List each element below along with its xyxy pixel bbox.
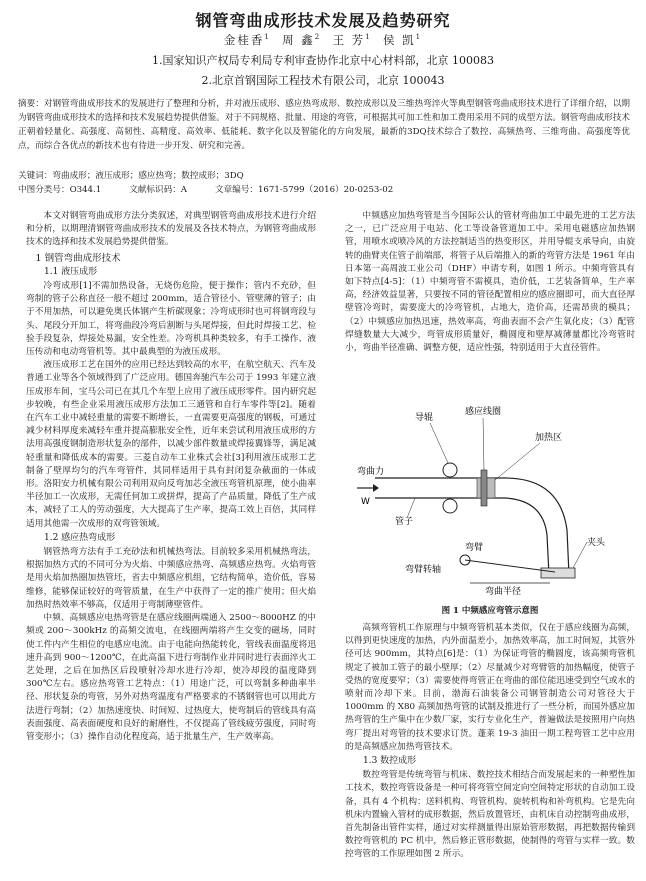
induction-coil: [481, 470, 487, 506]
author-name: 王 芳: [332, 33, 366, 47]
figure-caption: 图 1 中频感应弯管示意图: [441, 606, 539, 616]
label-bend-radius: 弯曲半径: [485, 587, 522, 595]
label-bending-arm: 弯臂: [465, 543, 484, 553]
subsection-heading: 1.1 液压成形: [44, 266, 98, 277]
paragraph: 中频、高频感应电热弯管是在感应线圈两端通入 2500～8000HZ 的中频或 200～300kHz 的高频交流电，在线圈两端将产生交变的磁场，同时使工件内产生相位的电感应电流。由于电能向热能转化，管线表面温度将迅速升高到 900～1200℃，在此高温下进行弯制作业并同时进行表面淬火工艺处理，之后在加热区后段喷射冷却水进行冷却，使冷却段的温度降到 300℃左右。感应热弯管工艺特点：（1）用途广泛，可以弯制多种曲率半径、形状复杂的弯管，另外对热弯温度有严格要求的不锈钢管也可以用此方法进行弯制；（2）加热速度快、时间短、过热度大，使弯制后的管线具有高表面强度、高表面硬度和良好的耐磨性，不仅提高了管线疲劳强度，同时弯管变形小；（3）操作自动化程度高，适于批量生产，生产效率高。: [26, 613, 316, 742]
pipe-bend-outer: [505, 478, 569, 575]
left-column: [26, 210, 316, 744]
label-induction-coil: 感应线圈: [465, 407, 502, 417]
figure-1: [355, 400, 625, 595]
document-code: 文献标识码：A: [129, 185, 187, 195]
label-bending-force: 弯曲力: [357, 467, 385, 477]
subsection-heading: 1.2 感应热弯成形: [44, 532, 116, 543]
label-heating-zone: 加热区: [535, 433, 563, 443]
label-guide-roller: 导辊: [415, 413, 434, 423]
paragraph: 本文对钢管弯曲成形方法分类叙述，对典型钢管弯曲成形技术进行介绍和分析，以期理清钢管弯曲成形技术的发展及各技术特点，为钢管弯曲成形技术的选择和技术发展趋势提供借鉴。: [26, 211, 316, 248]
paragraph: 冷弯成形[1]不需加热设备，无烧伤危险，便于操作；管内不充砂，但弯制的管子公称直径一般不超过 200mm，适合管径小、管壁薄的管子；由于不用加热，可以避免奥氏体钢产生析碳现象；冷弯成形时也可将钢弯段与头、尾段分开加工，将弯曲段冷弯后割断与头尾焊接，但此时焊接工艺、检验手段复杂，焊接处易漏，安全性差。冷弯机具种类较多，有手工操作、液压传动和电动弯管机等。其中最典型的为液压成形。: [26, 281, 316, 358]
right-column-bottom: [345, 622, 635, 862]
paragraph: 钢管热弯方法有手工充砂法和机械热弯法。目前较多采用机械热弯法，根据加热方式的不同可分为火焰、中频感应热弯、高频感应热弯。火焰弯管是用火焰加热圈加热管坯，省去中频感应机组，它结构简单，造价低，容易维修，能够保证较好的弯管质量，在生产中获得了一定的推广使用；但火焰加热时热效率不够高，仅适用于弯制薄壁管件。: [26, 547, 316, 610]
article-meta: [18, 183, 630, 195]
affiliation-1: 1.国家知识产权局专利局专利审查协作北京中心材料部，北京 100083: [152, 54, 494, 67]
keywords: 关键词：弯曲成形；液压成形；感应热弯；数控成形；3DQ: [18, 171, 244, 181]
paragraph: 高频弯管机工作原理与中频弯管机基本类似，仅在于感应线圈为高频，以得到更快速度的加热，内外面温差小，加热效率高，加工时间短，其管外径可达 900mm，其特点[6]是：（1）为保证弯管的椭圆度，该高频弯管机规定了被加工管子的最小壁厚；（2）尽量减少对弯臂管的加热幅度，使管子受热的宽度要窄；（3）需要使得弯管正在弯曲的部位能迅速受到空气或水的喷射而冷却下来。目前，渤海石油装备公司钢管制造公司对管径大于 1000mm 的 X80 高频加热弯管的试制及推进行了一些分析，而国外感应加热弯管的生产集中在少数厂家，实行专业化生产，普遍做法是按照用户向热弯厂提出对弯管的技术要求订货。蓬莱 19-3 油田一期工程弯管工艺中应用的是高频感应加热弯管技术。: [345, 623, 635, 752]
section-heading: 1 钢管弯曲成形技术: [35, 252, 121, 264]
induction-bending-diagram: [355, 400, 625, 595]
clamp: [541, 568, 575, 578]
author-list: 金桂香$^1$ 周 鑫$^2$ 王 芳$^1$ 侯 凯$^1$: [223, 33, 423, 47]
bending-arm: [465, 560, 555, 572]
pipe-bend-inner: [505, 498, 549, 575]
guide-roller-top: [443, 463, 457, 477]
paper-title: 钢管弯曲成形技术发展及趋势研究: [195, 11, 451, 30]
abstract: 摘要：对钢管弯曲成形技术的发展进行了整理和分析，并对液压成形、感应热弯成形、数控成形以及三维热弯淬火等典型钢管弯曲成形技术进行了详细介绍，以期为钢管弯曲成形技术的选择和技术发展趋势提供借鉴。对于不同规格、批量、用途的弯管，可根据其可加工性和加工费用采用不同的成型方法。钢管弯曲成形技术正朝着轻量化、高强度、高韧性、高精度、高效率、低能耗、数字化以及智能化的方向发展，最新的3DQ技术综合了数控、高频热弯、三维弯曲、高强度等优点，而综合各优点的新技术也有待进一步开发、研究和完善。: [18, 99, 630, 151]
force-arrowhead: [373, 484, 379, 492]
label-clamp: 夹头: [587, 538, 606, 548]
subsection-heading: 1.3 数控成形: [363, 756, 417, 767]
paragraph: 数控弯管是传统弯管与机床、数控技术相结合而发展起来的一种塑性加工技术，数控弯管设备是一种可将弯管空间定向空间特定形状的自动加工设备，具有 4 个机构：送料机构、弯管机构、旋转机构和补弯机构。它是先向机床内置输入管材的成形数据，然后放置管坯，由机床自动控制弯曲成形，首先制备出管件实样，通过对实样测量得出原始管形数据，再把数据传输到数控弯管机的 PC 机中，然后修正管形数据，使制得的弯管与实样一致。数控弯管的工作原理如图 2 所示。: [345, 770, 635, 860]
paragraph: 液压成形工艺在国外的应用已经达到较高的水平，在航空航天、汽车及普通工业等各个领域得到了广泛应用。德国奔驰汽车公司于 1993 年建立液压成形车间，宝马公司已在其几个车型上应用了液压成形零件。国内研究起步较晚，有些企业采用液压成形方法加工三通管和自行车零件等[2]。随着在汽车工业中减轻重量的需要不断增长，一直需要更高强度的钢板，可通过减少材料厚度来减轻车重并提高膨胀安全性，近年来尝试利用液压成形的方法用高强度钢制造形状复杂的部件，以减少部件数量或焊接翼锋等，满足减轻重量和降低成本的需要。三菱自动车工业株式会社[3]利用液压成形工艺制备了壁厚均匀的汽车弯管件，其同样适用于具有封闭复杂截面的一体成形。洛阳安力机械有限公司利用双向反弯加芯全液压弯管机原理，使小曲率半径加工一次成形，无需任何加工或拼焊，提高了产品质量，降低了生产成本，减轻了工人的劳动强度，大大提高了生产率，提高工效上百倍，其同样适用其他需一次成形的双弯管领域。: [26, 360, 316, 529]
article-number: 文章编号：1671-5799（2016）20-0253-02: [215, 185, 394, 195]
clc-number: 中图分类号：O344.1: [18, 185, 102, 195]
paragraph: 中频感应加热弯管是当今国际公认的管材弯曲加工中最先进的工艺方法之一，已广泛应用于电站、化工等设备管道加工中。采用电磁感应加热钢管，用喷水或喷冷风的方法控制适当的热变形区，并用导辊支承导向，由旋转的曲臂夹住管子前端部，将管子从后端推入的新的弯管方法是 1961 年由日本第一高周波工业公司（DHF）申请专利，如图 1 所示。中频弯管具有如下特点[4-5]：（1）中频弯管不需模具，造价低，工艺装备简单，生产率高，经济效益显著，只要按不同的管径配置相应的感应圈即可，而大直径厚壁管冷弯时，需要庞大的冷弯管机，占地大，造价高，还需昂贵的模具；（2）中频感应加热迅速，热效率高，弯曲表面不会产生氧化皮；（3）配管焊缝数量大大减少，弯管成形质量好，椭圆度和壁厚减薄量都比冷弯管时小，弯曲半径准确、调整方便，适应性强，特别适用于大直径管件。: [345, 211, 635, 354]
label-pivot: 弯臂转轴: [405, 565, 442, 575]
author-name: 侯 凯: [383, 33, 416, 47]
right-column-top: [345, 210, 635, 355]
author-name: 周 鑫: [282, 33, 315, 47]
label-force-symbol: W: [361, 497, 370, 507]
affiliation-2: 2.北京首钢国际工程技术有限公司，北京 100043: [201, 74, 445, 87]
label-pipe: 管子: [395, 517, 414, 527]
author-name: 金桂香: [223, 33, 265, 47]
guide-roller-bottom: [443, 499, 457, 513]
